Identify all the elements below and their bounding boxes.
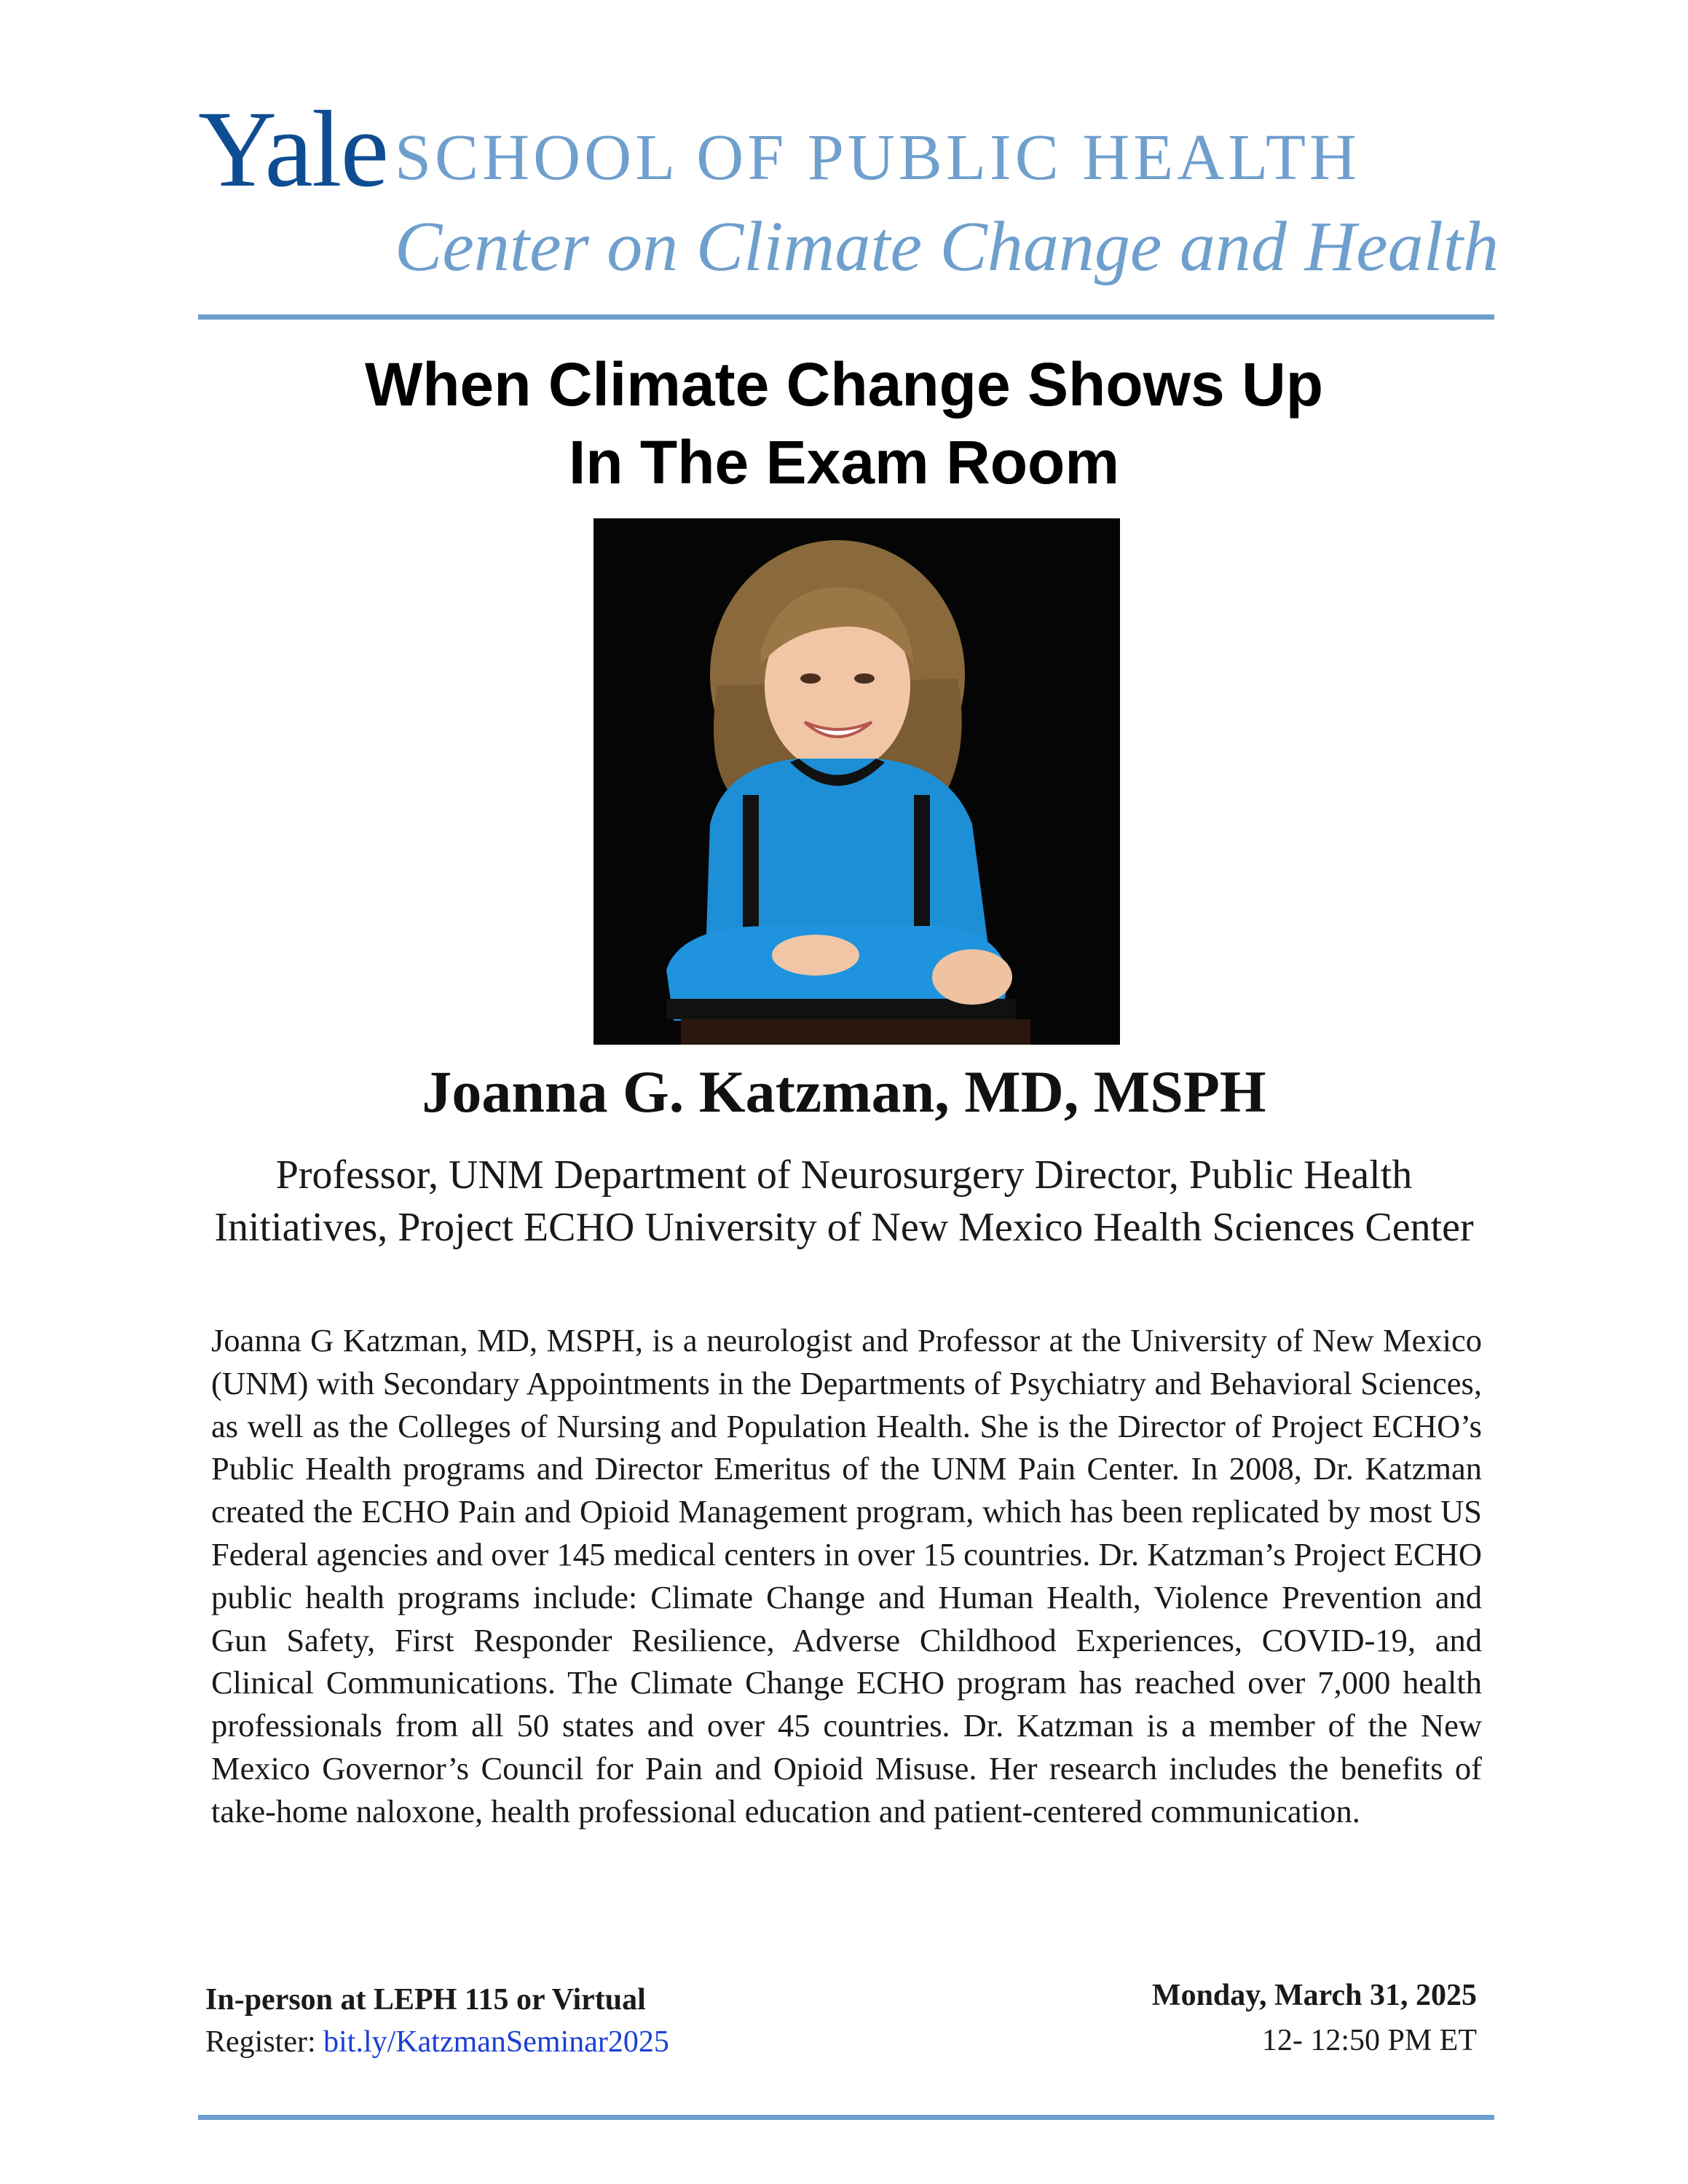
- event-title: [146, 346, 1542, 502]
- speaker-role: Professor, UNM Department of Neurosurgery Director, Public Health Initiatives, Project ECHO University of New Mexico Health Sciences Center: [214, 1152, 1474, 1250]
- event-time: 12- 12:50 PM ET: [1261, 2024, 1477, 2057]
- bottom-divider: [198, 2115, 1494, 2120]
- event-datetime-block: [1152, 1973, 1477, 2063]
- speaker-bio: Joanna G Katzman, MD, MSPH, is a neurologist and Professor at the University of New Mexico (UNM) with Secondary Appointments in the Departments of Psychiatry and Behavioral Sciences, as well as the Colleges of Nursing and Population Health. She is the Director of Project ECHO’s Public Health programs and Director Emeritus of the UNM Pain Center. In 2008, Dr. Katzman created the ECHO Pain and Opioid Management program, which has been replicated by most US Federal agencies and over 145 medical centers in over 15 countries. Dr. Katzman’s Project ECHO public health programs include: Climate Change and Human Health, Violence Prevention and Gun Safety, First Responder Resilience, Adverse Childhood Experiences, COVID-19, and Clinical Communications. The Climate Change ECHO program has reached over 7,000 health professionals from all 50 states and over 45 countries. Dr. Katzman is a member of the New Mexico Governor’s Council for Pain and Opioid Misuse. Her research includes the benefits of take-home naloxone, health professional education and patient-centered communication.: [211, 1322, 1482, 1829]
- yale-wordmark: Yale: [198, 89, 388, 210]
- speaker-name: Joanna G. Katzman, MD, MSPH: [422, 1059, 1266, 1125]
- event-location: In-person at LEPH 115 or Virtual: [205, 1983, 646, 2017]
- event-date: Monday, March 31, 2025: [1151, 1979, 1477, 2012]
- yale-logo-header: [198, 87, 1499, 328]
- school-name: SCHOOL OF PUBLIC HEALTH: [395, 122, 1360, 194]
- top-divider: [198, 314, 1494, 320]
- center-name: Center on Climate Change and Health: [395, 207, 1499, 286]
- speaker-portrait-illustration: [593, 518, 1120, 1045]
- speaker-photo: [593, 518, 1120, 1045]
- register-link[interactable]: bit.ly/KatzmanSeminar2025: [323, 2025, 669, 2059]
- event-title-line1: When Climate Change Shows Up: [364, 350, 1324, 419]
- event-location-block: [205, 1979, 669, 2063]
- register-line: [205, 2021, 669, 2063]
- register-label: Register:: [205, 2025, 324, 2059]
- event-title-line2: In The Exam Room: [568, 428, 1120, 496]
